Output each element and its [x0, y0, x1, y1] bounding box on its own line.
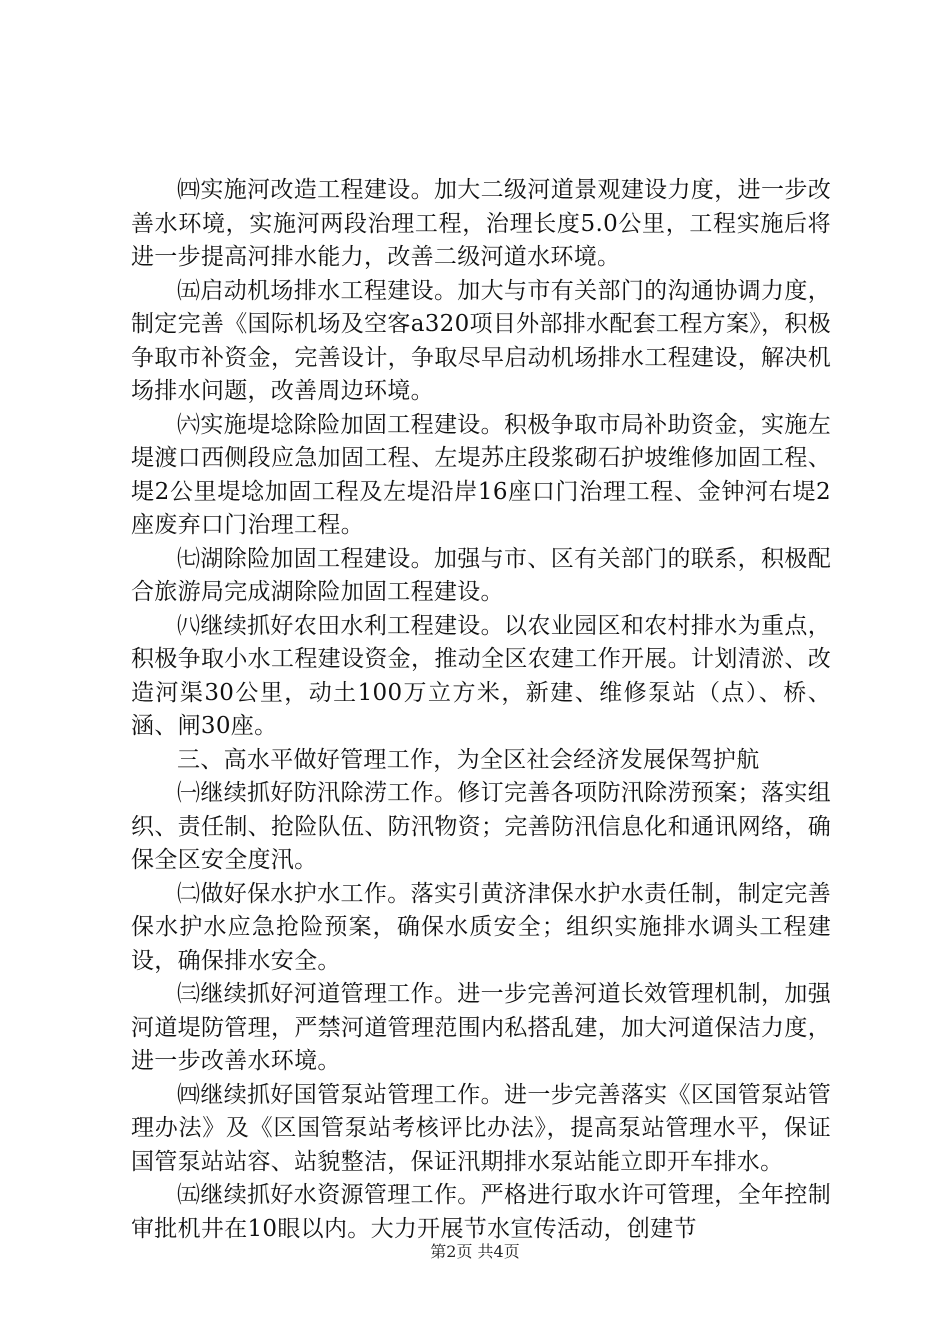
paragraph-water-protection: ㈡做好保水护水工作。落实引黄济津保水护水责任制，制定完善保水护水应急抢险预案，确保水质安全；组织实施排水调头工程建设，确保排水安全。	[131, 880, 831, 974]
paragraph-river-management: ㈢继续抓好河道管理工作。进一步完善河道长效管理机制，加强河道堤防管理，严禁河道管理范围内私搭乱建，加大河道保洁力度，进一步改善水环境。	[131, 981, 831, 1074]
paragraph-water-resources: ㈤继续抓好水资源管理工作。严格进行取水许可管理，全年控制审批机井在10眼以内。大力开展节水宣传活动，创建节	[131, 1182, 831, 1242]
section-heading: 三、高水平做好管理工作，为全区社会经济发展保驾护航	[177, 746, 760, 773]
paragraph-river-renovation: ㈣实施河改造工程建设。加大二级河道景观建设力度，进一步改善水环境，实施河两段治理工程，治理长度5.0公里，工程实施后将进一步提高河排水能力，改善二级河道水环境。	[131, 177, 831, 270]
paragraph-lake-reinforcement: ㈦湖除险加固工程建设。加强与市、区有关部门的联系，积极配合旅游局完成湖除险加固工程建设。	[131, 545, 831, 605]
paragraph-embankment-reinforcement: ㈥实施堤埝除险加固工程建设。积极争取市局补助资金，实施左堤渡口西侧段应急加固工程、左堤苏庄段浆砌石护坡维修加固工程、堤2公里堤埝加固工程及左堤沿岸16座口门治理工程、金钟河右堤2座废弃口门治理工程。	[131, 411, 831, 538]
paragraph-airport-drainage: ㈤启动机场排水工程建设。加大与市有关部门的沟通协调力度，制定完善《国际机场及空客a320项目外部排水配套工程方案》，积极争取市补资金，完善设计，争取尽早启动机场排水工程建设，解决机场排水问题，改善周边环境。	[131, 277, 831, 404]
document-body	[131, 174, 831, 1246]
paragraph-pump-station-management: ㈣继续抓好国管泵站管理工作。进一步完善落实《区国管泵站管理办法》及《区国管泵站考核评比办法》，提高泵站管理水平，保证国管泵站站容、站貌整洁，保证汛期排水泵站能立即开车排水。	[131, 1081, 831, 1175]
paragraph-flood-control: ㈠继续抓好防汛除涝工作。修订完善各项防汛除涝预案；落实组织、责任制、抢险队伍、防汛物资；完善防汛信息化和通讯网络，确保全区安全度汛。	[131, 780, 831, 873]
page-footer: 第2页 共4页	[430, 1242, 520, 1261]
paragraph-farmland-irrigation: ㈧继续抓好农田水利工程建设。以农业园区和农村排水为重点，积极争取小水工程建设资金，推动全区农建工作开展。计划清淤、改造河渠30公里，动土100万立方米，新建、维修泵站（点）、桥、涵、闸30座。	[131, 612, 831, 739]
